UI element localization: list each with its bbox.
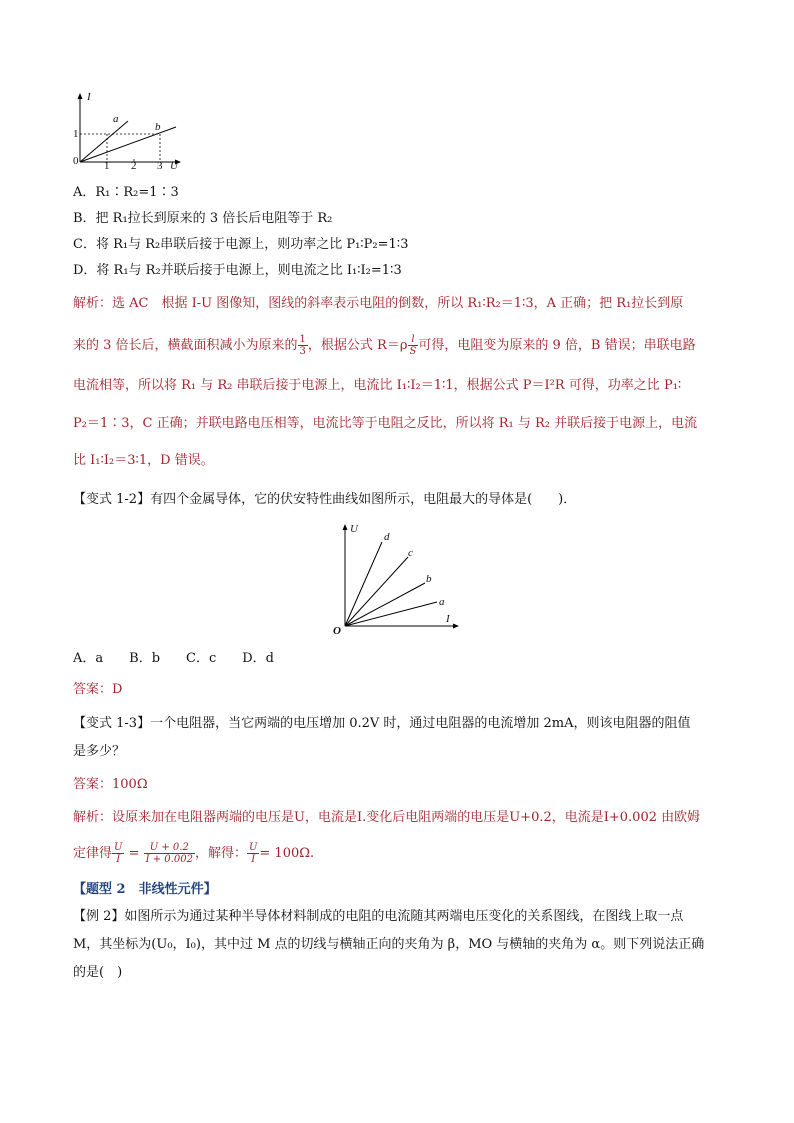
equals-sign: =: [124, 846, 144, 861]
option-d: D．将 R₁与 R₂并联后接于电源上，则电流之比 I₁∶I₂=1∶3: [73, 263, 402, 278]
fraction-u-over-i: [112, 842, 124, 865]
option-a: A．R₁∶R₂=1∶3: [73, 185, 179, 200]
x-axis-arrow: [453, 624, 459, 629]
analysis1-line3: 电流相等，所以将 R₁ 与 R₂ 串联后接于电源上，电流比 I₁∶I₂＝1∶1，根据公式 P＝I²R 可得，功率之比 P₁∶: [73, 378, 682, 393]
frac-num: l: [408, 334, 419, 346]
line-b: [80, 127, 176, 162]
graph1-x-tick-1: 1: [104, 160, 110, 172]
graph2-line-d-label: d: [384, 531, 390, 543]
q13-analysis-line2: [73, 842, 314, 865]
graph2-line-a-label: a: [439, 596, 445, 608]
q13-title-line2: 是多少？: [73, 744, 126, 759]
frac-num: 1: [299, 334, 306, 345]
example2-line1: 【例 2】如图所示为通过某种半导体材料制成的电阻的电流随其两端电压变化的关系图线，在图线上取一点: [73, 909, 684, 924]
q13-analysis-line2-a: 定律得: [73, 846, 113, 861]
line-a: [345, 602, 437, 626]
q13-analysis-line1: 解析：设原来加在电阻器两端的电压是U，电流是I.变化后电阻两端的电压是U+0.2，电流是I+0.002 由欧姆: [73, 810, 701, 825]
graph1-x-tick-3: 3: [157, 160, 163, 172]
graph1-y-tick: 1: [73, 128, 79, 140]
line-b: [345, 583, 425, 626]
ui-graph: [330, 522, 465, 637]
option-c: C．将 R₁与 R₂串联后接于电源上，则功率之比 P₁∶P₂=1∶3: [73, 237, 409, 252]
topic2-heading: 【题型 2 非线性元件】: [73, 882, 217, 897]
analysis1-line2-b: ，根据公式 R＝ρ: [307, 338, 408, 353]
graph2-line-c-label: c: [408, 547, 413, 559]
option-b: B．把 R₁拉长到原来的 3 倍长后电阻等于 R₂: [73, 211, 333, 226]
graph1-x-label: U: [170, 160, 178, 172]
frac-num: U + 0.2: [144, 842, 195, 854]
frac-den: I: [251, 854, 256, 865]
graph2-x-label: I: [446, 613, 450, 625]
frac-den: 3: [299, 346, 306, 357]
q13-analysis-line2-b: ，解得：: [194, 846, 247, 861]
fraction-one-third: [298, 334, 308, 357]
fraction-u-over-i-result: [247, 842, 259, 865]
line-d: [345, 542, 382, 626]
graph1-line-a-label: a: [113, 113, 119, 125]
frac-den: S: [409, 346, 417, 357]
analysis1-line1: 解析：选 AC 根据 I-U 图像知，图线的斜率表示电阻的倒数，所以 R₁∶R₂＝1∶3，A 正确；把 R₁拉长到原: [73, 296, 684, 311]
frac-num: U: [114, 842, 123, 853]
line-a: [80, 121, 128, 162]
graph1-x-tick-2: 2: [131, 160, 137, 172]
analysis1-line5: 比 I₁∶I₂＝3∶1，D 错误。: [73, 453, 214, 468]
analysis1-line4: P₂＝1∶3，C 正确；并联电路电压相等，电流比等于电阻之反比，所以将 R₁ 与 R₂ 并联后接于电源上，电流: [73, 416, 698, 431]
example2-line2: M，其坐标为(U₀，I₀)，其中过 M 点的切线与横轴正向的夹角为 β，MO 与横轴的夹角为 α。则下列说法正确: [73, 937, 705, 952]
y-axis-arrow: [78, 93, 83, 99]
q13-analysis-line2-c: = 100Ω.: [259, 846, 315, 861]
line-c: [345, 557, 408, 626]
q13-title-line1: 【变式 1-3】一个电阻器，当它两端的电压增加 0.2V 时，通过电阻器的电流增加 2mA，则该电阻器的阻值: [73, 716, 691, 731]
frac-num: U: [248, 842, 258, 853]
analysis1-line2-a: 来的 3 倍长后，横截面积减小为原来的: [73, 338, 298, 353]
example2-line3: 的是( ): [73, 965, 123, 980]
fraction-u-plus-over-i-plus: [144, 842, 195, 865]
graph1-origin: 0: [73, 155, 79, 167]
q12-title: 【变式 1-2】有四个金属导体，它的伏安特性曲线如图所示，电阻最大的导体是( )．: [73, 492, 577, 507]
graph1-y-label: I: [87, 91, 91, 103]
graph2-line-b-label: b: [426, 573, 432, 585]
graph2-y-label: U: [350, 523, 358, 535]
graph2-origin: O: [333, 625, 341, 637]
y-axis-arrow: [343, 524, 348, 530]
q12-answer: 答案：D: [73, 682, 123, 697]
q12-options: A．a B．b C．c D．d: [73, 651, 274, 666]
frac-den: I: [116, 854, 121, 865]
graph1-line-b-label: b: [155, 121, 161, 133]
analysis1-line2-c: 可得，电阻变为原来的 9 倍，B 错误；串联电路: [418, 338, 696, 353]
q13-answer: 答案：100Ω: [73, 777, 148, 792]
frac-den: I + 0.002: [145, 854, 193, 865]
fraction-l-over-s: [408, 334, 419, 357]
analysis1-line2: [73, 334, 696, 357]
